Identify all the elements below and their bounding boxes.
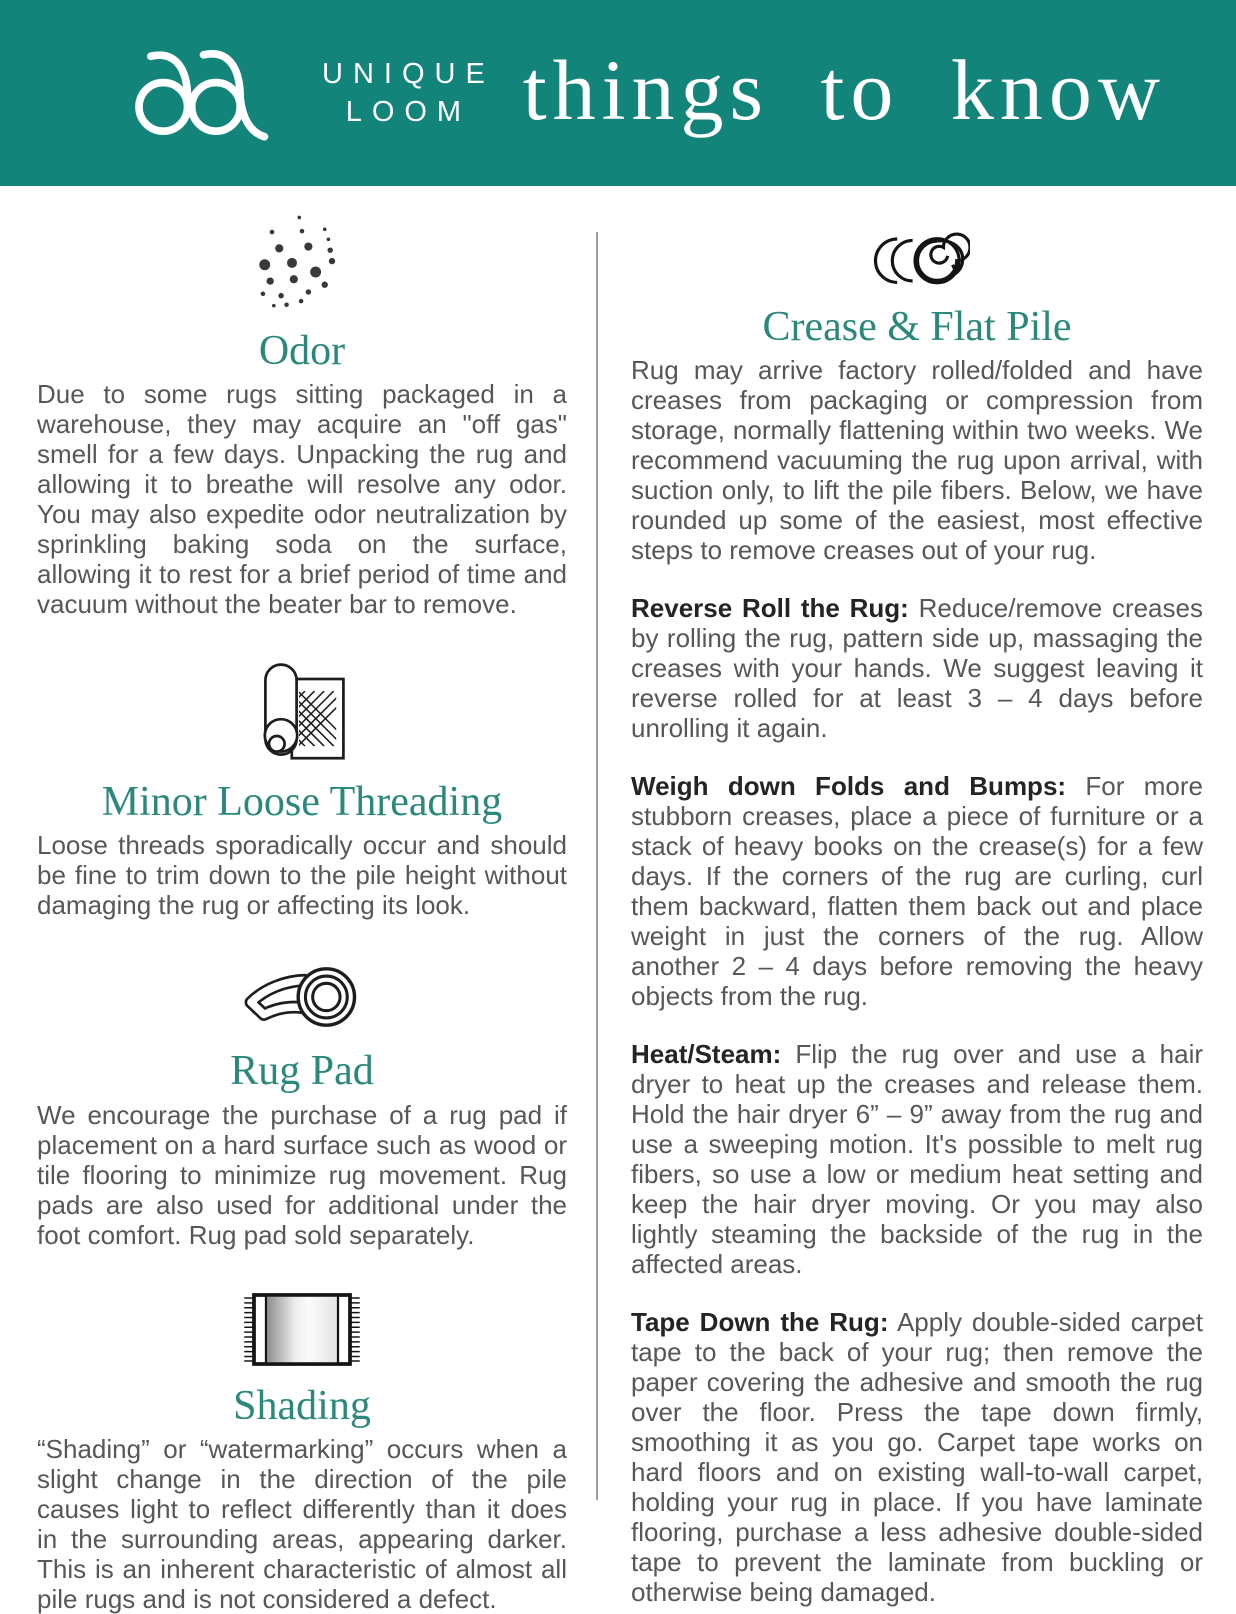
tip-tape-down-label: Tape Down the Rug:	[631, 1307, 889, 1338]
crease-intro: Rug may arrive factory rolled/folded and have creases from packaging or compression from storage, normally flattening within two weeks. We recommend vacuuming the rug upon arrival, with suction only, to lift the pile fibers. Below, we have rounded up some of the easiest, most effective steps to remove creases out of your rug.	[631, 355, 1203, 566]
main-content	[0, 186, 1236, 1614]
header	[0, 0, 1236, 186]
loose-threading-heading: Minor Loose Threading	[101, 779, 503, 826]
section-rug-pad	[37, 936, 567, 1249]
tip-heat-steam	[631, 1039, 1203, 1279]
left-column	[37, 186, 567, 1614]
brand-line-2: LOOM	[345, 96, 472, 128]
odor-heading: Odor	[258, 328, 346, 374]
tip-tape-down	[631, 1307, 1203, 1607]
rug-pad-icon	[241, 962, 363, 1032]
brand-line-1: UNIQUE	[322, 57, 495, 90]
rug-pad-body: We encourage the purchase of a rug pad if placement on a hard surface such as wood or tile flooring to minimize rug movement. Rug pads are also used for additional under the foot comfort. Rug pad sold separately.	[37, 1099, 567, 1250]
tip-heat-steam-text: Flip the rug over and use a hair dryer to heat up the creases and release them. Hold the hair dryer 6” – 9” away from the rug and use a sweeping motion. It's possible to melt rug fibers, so use a low or medium heat setting and keep the hair dryer moving. Or you may also lightly steaming the backside of the rug in the affected areas.	[631, 1039, 1204, 1280]
odor-dots-icon	[252, 212, 352, 312]
tip-weigh-down-text: For more stubborn creases, place a piece of furniture or a stack of heavy books on the crease(s) for a few days. If the corners of the rug are curling, curl them backward, flatten them back out and place weight in just the corners of the rug. Allow another 2 – 4 days before removing the heavy objects from the rug.	[631, 771, 1203, 1012]
section-crease-flat-pile	[631, 186, 1203, 1607]
shading-body: “Shading” or “watermarking” occurs when a slight change in the direction of the pile causes light to reflect differently than it does in the surrounding areas, appearing darker. This is an inherent characteristic of almost all pile rugs and is not considered a defect.	[37, 1433, 567, 1614]
section-odor	[37, 186, 567, 619]
right-column	[631, 186, 1204, 1608]
odor-body: Due to some rugs sitting packaged in a warehouse, they may acquire an "off gas" smell for a few days. Unpacking the rug and allowing it to breathe will resolve any odor. You may also expedite odor neutralization by sprinkling baking soda on the surface, allowing it to rest for a brief period of time and vacuum without the beater bar to remove.	[37, 379, 567, 620]
rolled-rug-icon	[865, 232, 970, 288]
section-shading	[37, 1266, 567, 1614]
brand-name	[322, 55, 495, 132]
rug-pad-heading: Rug Pad	[230, 1048, 374, 1095]
page-title: things to know	[522, 42, 1166, 138]
tip-tape-down-text: Apply double-sided carpet tape to the back of your rug; then remove the paper covering the adhesive and smooth the rug over the floor. Press the tape down firmly, smoothing it as you go. Carpet tape works on hard floors and on existing wall-to-wall carpet, holding your rug in place. If you have laminate flooring, purchase a less adhesive double-sided tape to prevent the laminate from buckling or otherwise being damaged.	[631, 1307, 1203, 1608]
shading-icon	[242, 1292, 362, 1367]
section-loose-threading	[37, 635, 567, 920]
tip-reverse-roll-text: Reduce/remove creases by rolling the rug, pattern side up, massaging the creases with your hands. We suggest leaving it reverse rolled for at least 3 – 4 days before unrolling it again.	[631, 593, 1203, 744]
tip-weigh-down	[631, 771, 1203, 1011]
shading-heading: Shading	[233, 1382, 371, 1429]
unique-loom-logo-icon	[100, 41, 300, 145]
crease-heading: Crease & Flat Pile	[762, 304, 1072, 350]
tip-reverse-roll-label: Reverse Roll the Rug:	[631, 593, 909, 624]
column-divider	[596, 232, 598, 1500]
tip-weigh-down-label: Weigh down Folds and Bumps:	[631, 771, 1067, 802]
tip-heat-steam-label: Heat/Steam:	[631, 1039, 782, 1070]
tip-reverse-roll	[631, 593, 1203, 743]
loose-threading-body: Loose threads sporadically occur and should be fine to trim down to the pile height without damaging the rug or affecting its look.	[37, 830, 567, 921]
loose-threading-icon	[257, 661, 347, 763]
